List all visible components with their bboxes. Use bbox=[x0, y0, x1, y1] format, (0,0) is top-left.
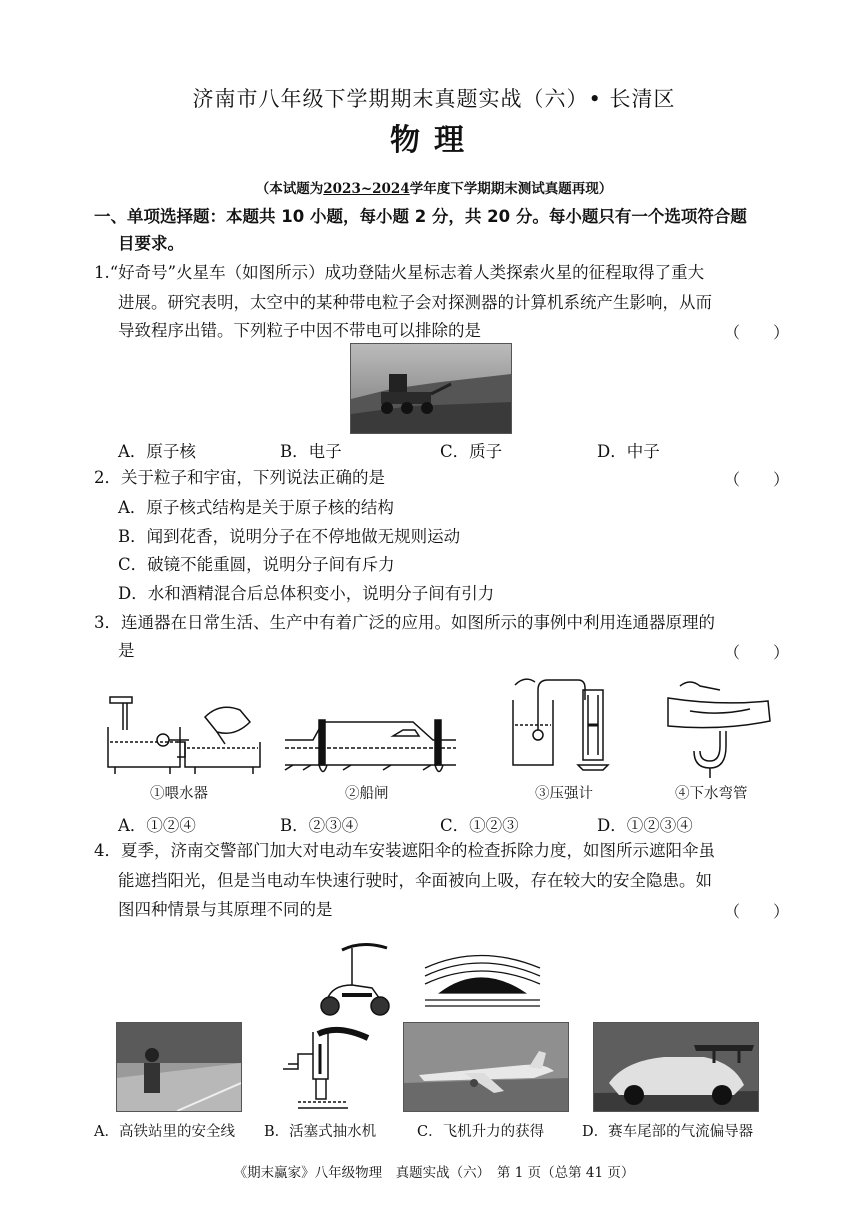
piston-pump-figure bbox=[268, 1024, 383, 1114]
q3-stem-line2: 是 bbox=[118, 641, 135, 660]
q1-option-c: C．质子 bbox=[440, 442, 503, 461]
q4-option-a: A．高铁站里的安全线 bbox=[94, 1124, 235, 1140]
note-suffix: 学年度下学期期末测试真题再现） bbox=[409, 181, 613, 197]
q1-stem-line3: 导致程序出错。下列粒子中因不带电可以排除的是 bbox=[118, 321, 481, 340]
q3-option-b: B．②③④ bbox=[280, 816, 359, 835]
q2-option-b: B．闻到花香，说明分子在不停地做无规则运动 bbox=[118, 527, 461, 546]
q3-caption-4: ④下水弯管 bbox=[675, 786, 748, 802]
q4-stem-line1: 4．夏季，济南交警部门加大对电动车安装遮阳伞的检查拆除力度，如图所示遮阳伞虽 bbox=[94, 841, 715, 860]
q3-option-d: D．①②③④ bbox=[597, 816, 693, 835]
railway-station-photo bbox=[116, 1022, 242, 1112]
q2-stem: 2．关于粒子和宇宙，下列说法正确的是 bbox=[94, 468, 385, 487]
exam-title: 济南市八年级下学期期末真题实战（六）• 长清区 bbox=[192, 87, 676, 111]
q3-option-a: A．①②④ bbox=[118, 816, 196, 835]
q4-option-d: D．赛车尾部的气流偏导器 bbox=[582, 1124, 754, 1140]
drain-pipe-figure bbox=[660, 676, 775, 781]
section-heading: 一、单项选择题：本题共 10 小题，每小题 2 分，共 20 分。每小题只有一个选项符合题 bbox=[94, 207, 747, 226]
q4-answer-bracket: （ ） bbox=[724, 902, 804, 921]
q4-option-b: B．活塞式抽水机 bbox=[264, 1124, 377, 1140]
mars-rover-photo bbox=[350, 343, 512, 434]
q4-option-c: C．飞机升力的获得 bbox=[417, 1124, 545, 1140]
subject-title: 物理 bbox=[390, 123, 478, 158]
note-prefix: （本试题为 bbox=[255, 181, 324, 197]
q2-option-c: C．破镜不能重圆，说明分子间有斥力 bbox=[118, 555, 395, 574]
q2-answer-bracket: （ ） bbox=[724, 470, 804, 489]
q3-caption-3: ③压强计 bbox=[535, 786, 593, 802]
ship-lock-figure bbox=[283, 710, 458, 780]
page-footer: 《期末赢家》八年级物理 真题实战（六） 第 1 页（总第 41 页） bbox=[233, 1165, 635, 1181]
q3-answer-bracket: （ ） bbox=[724, 643, 804, 662]
q1-option-d: D．中子 bbox=[597, 442, 660, 461]
q1-stem-line1: 1.“好奇号”火星车（如图所示）成功登陆火星标志着人类探索火星的征程取得了重大 bbox=[94, 263, 705, 282]
race-car-photo bbox=[593, 1022, 759, 1112]
q1-option-b: B．电子 bbox=[280, 442, 342, 461]
manometer-figure bbox=[503, 670, 613, 780]
note-year: 2023~2024 bbox=[323, 181, 410, 197]
q1-option-a: A．原子核 bbox=[118, 442, 196, 461]
q4-stem-line2: 能遮挡阳光，但是当电动车快速行驶时，伞面被向上吸，存在较大的安全隐患。如 bbox=[118, 871, 712, 890]
airflow-diagram bbox=[420, 948, 545, 1013]
q3-caption-1: ①喂水器 bbox=[150, 786, 208, 802]
q2-option-d: D．水和酒精混合后总体积变小，说明分子间有引力 bbox=[118, 584, 495, 603]
airplane-photo bbox=[403, 1022, 569, 1112]
q3-caption-2: ②船闸 bbox=[345, 786, 389, 802]
q3-option-c: C．①②③ bbox=[440, 816, 519, 835]
q1-answer-bracket: （ ） bbox=[724, 323, 804, 342]
q4-stem-line3: 图四种情景与其原理不同的是 bbox=[118, 900, 333, 919]
scooter-umbrella-figure bbox=[312, 940, 402, 1020]
exam-note bbox=[0, 178, 868, 200]
q2-option-a: A．原子核式结构是关于原子核的结构 bbox=[118, 498, 394, 517]
q3-stem-line1: 3．连通器在日常生活、生产中有着广泛的应用。如图所示的事例中利用连通器原理的 bbox=[94, 613, 715, 632]
q1-stem-line2: 进展。研究表明，太空中的某种带电粒子会对探测器的计算机系统产生影响，从而 bbox=[118, 293, 712, 312]
section-heading-cont: 目要求。 bbox=[118, 234, 184, 253]
water-feeder-figure bbox=[105, 682, 265, 777]
